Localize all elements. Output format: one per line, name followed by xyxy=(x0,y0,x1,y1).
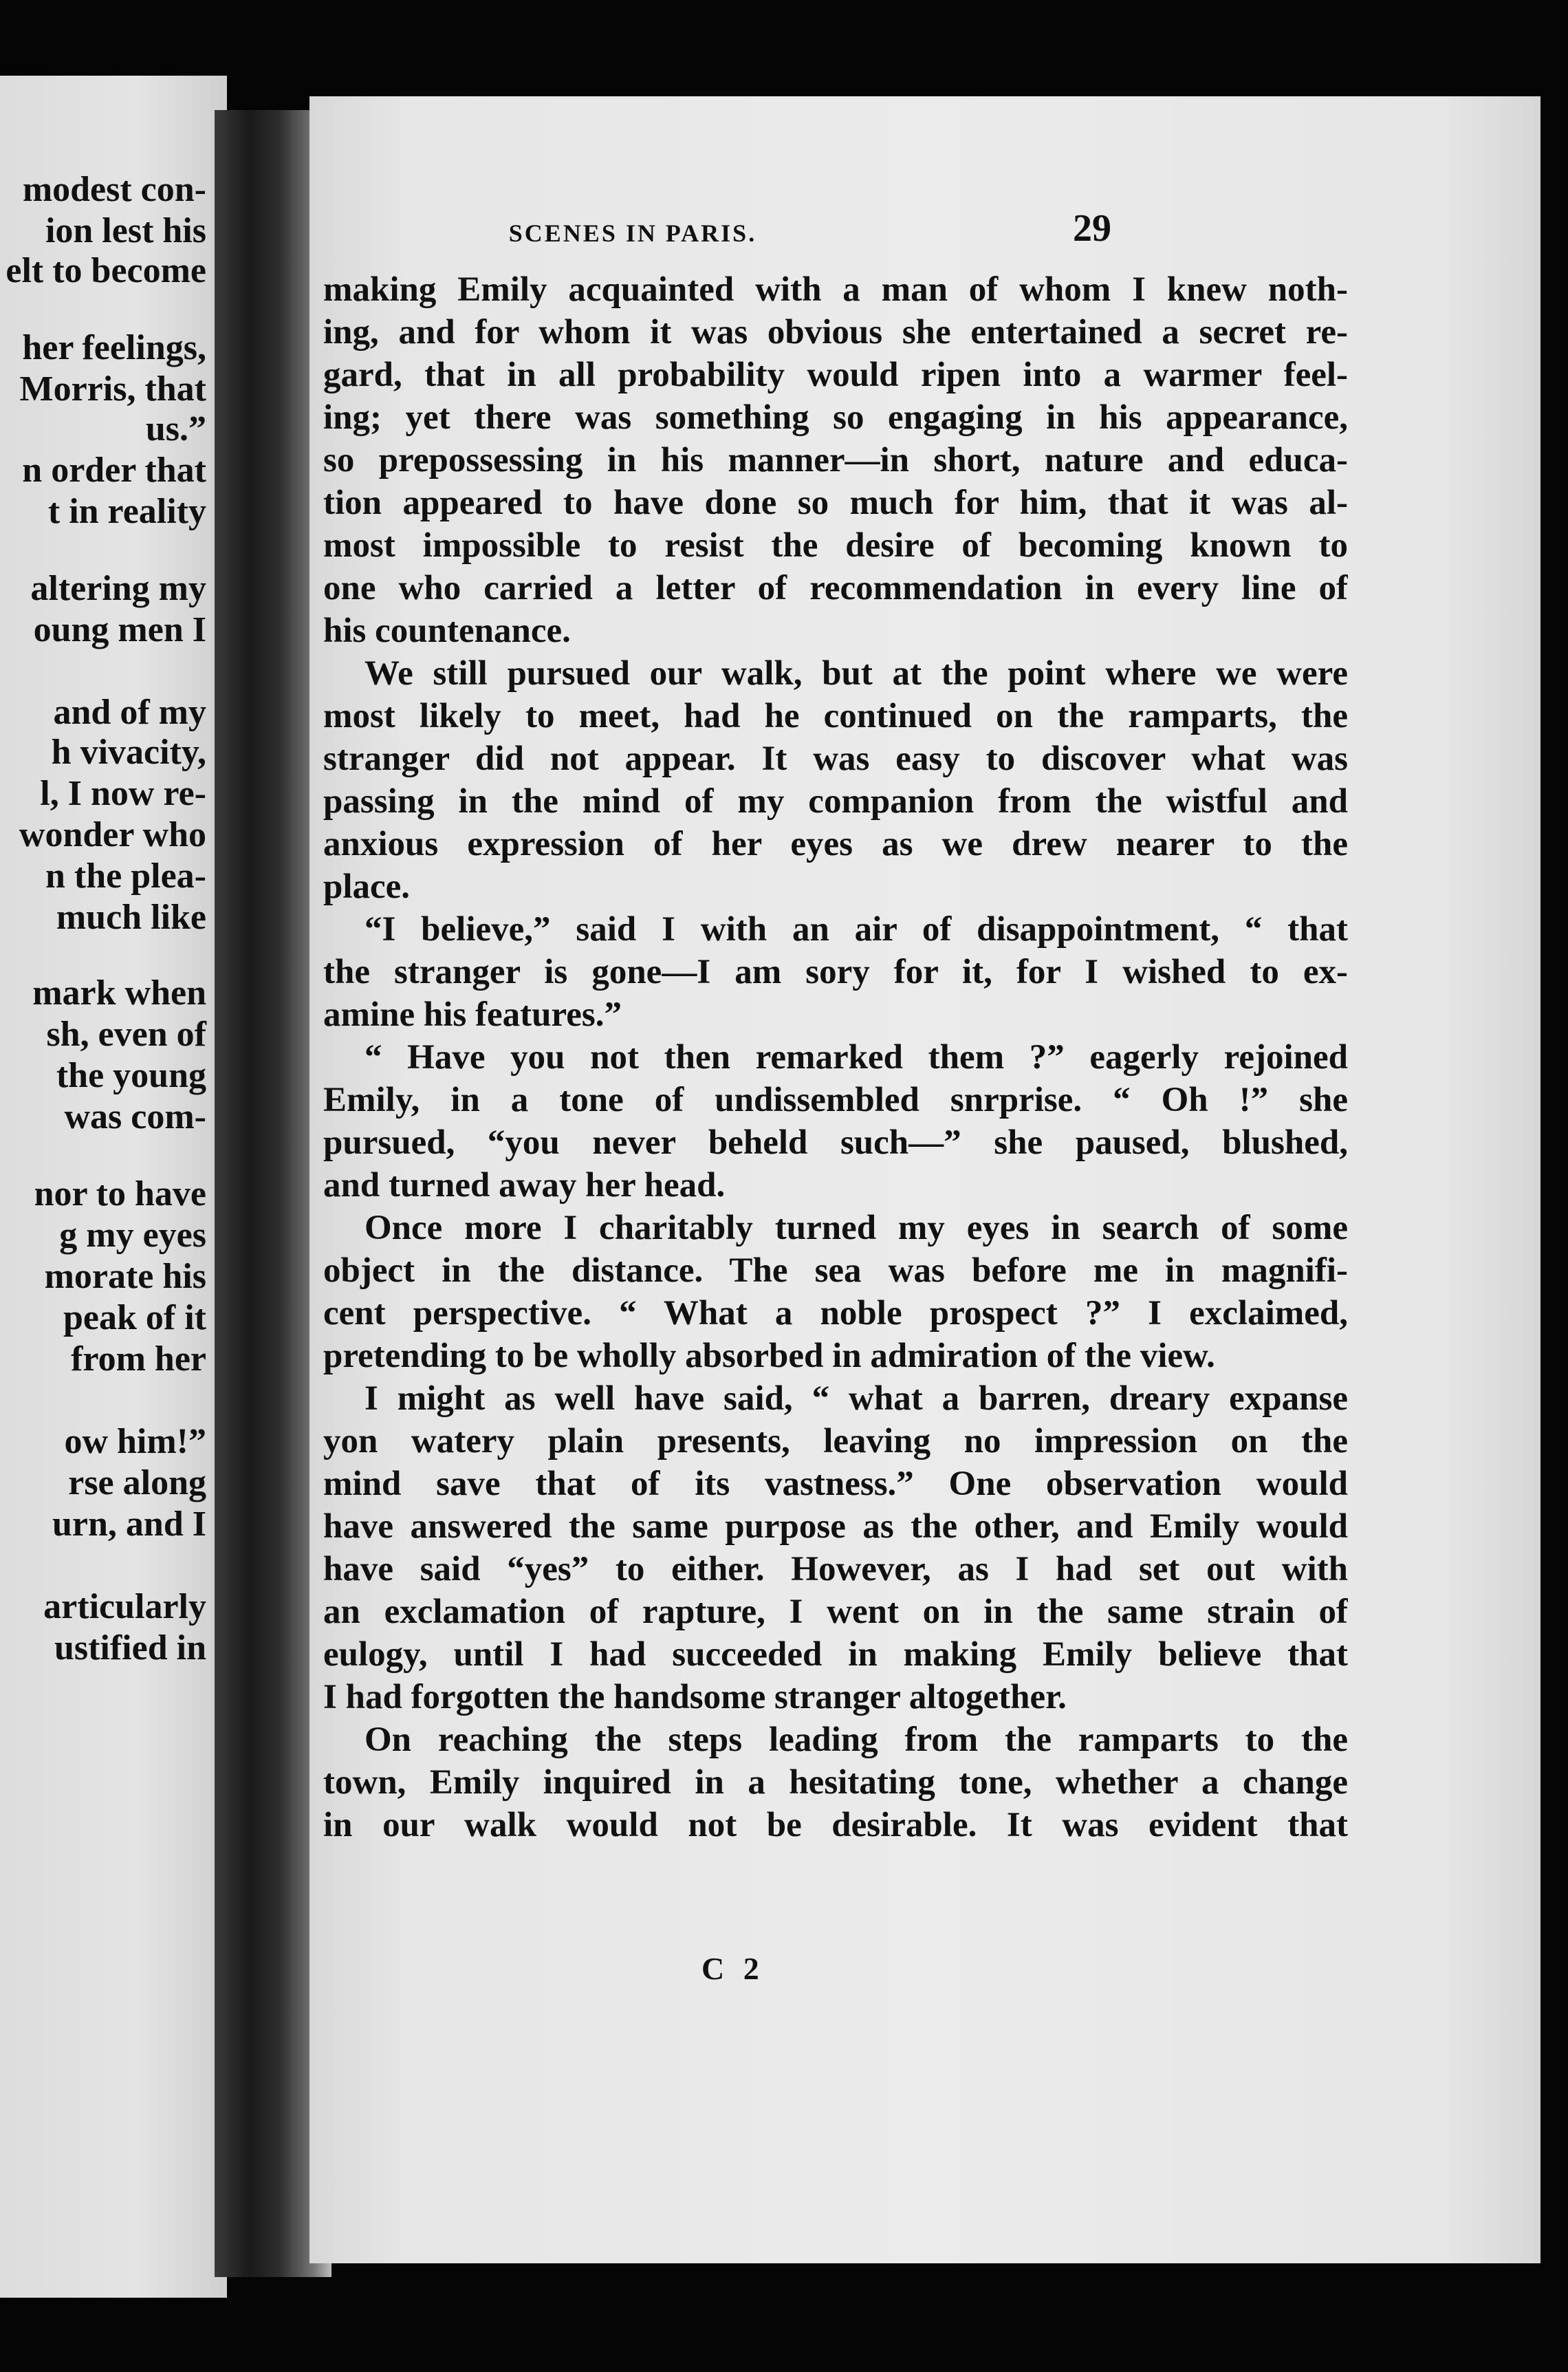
text-line: have answered the same purpose as the other, and Emily would xyxy=(323,1507,1348,1546)
left-page-fragment: mark when xyxy=(32,973,206,1013)
page-number: 29 xyxy=(1073,207,1111,250)
left-page-fragment: ow him!” xyxy=(64,1422,206,1461)
text-line: an exclamation of rapture, I went on in the same strain of xyxy=(323,1593,1348,1631)
text-line: I had forgotten the handsome stranger altogether. xyxy=(323,1678,1067,1716)
text-line: amine his features.” xyxy=(323,995,622,1034)
text-line: eulogy, until I had succeeded in making Emily believe that xyxy=(323,1635,1348,1674)
left-page-fragment: wonder who xyxy=(19,815,206,854)
left-page-fragment: n the plea- xyxy=(45,856,206,896)
text-line: ing, and for whom it was obvious she entertained a secret re- xyxy=(323,313,1348,352)
text-line: passing in the mind of my companion from the wistful and xyxy=(323,782,1348,821)
text-line: gard, that in all probability would ripen into a warmer feel- xyxy=(323,356,1348,394)
left-page-fragment: articularly xyxy=(43,1587,206,1626)
left-page-fragment: much like xyxy=(56,898,206,937)
left-page-fragment: her feelings, xyxy=(22,328,206,367)
text-line: I might as well have said, “ what a barren, dreary expanse xyxy=(364,1379,1348,1418)
left-page-fragment: altering my xyxy=(30,569,206,608)
text-line: in our walk would not be desirable. It was evident that xyxy=(323,1806,1348,1844)
left-page-fragment: oung men I xyxy=(33,610,206,649)
left-page-fragment: peak of it xyxy=(63,1298,206,1337)
text-line: cent perspective. “ What a noble prospect ?” I exclaimed, xyxy=(323,1294,1348,1333)
text-line: mind save that of its vastness.” One observation would xyxy=(323,1465,1348,1503)
left-page-fragment: morate his xyxy=(44,1257,206,1296)
left-page-fragment: was com- xyxy=(64,1097,206,1136)
text-line: Emily, in a tone of undissembled snrprise. “ Oh !” she xyxy=(323,1081,1348,1119)
left-page-fragment: nor to have xyxy=(34,1174,206,1214)
text-line: pretending to be wholly absorbed in admiration of the view. xyxy=(323,1337,1215,1375)
text-line: making Emily acquainted with a man of whom I knew noth- xyxy=(323,270,1348,309)
text-line: one who carried a letter of recommendation in every line of xyxy=(323,569,1348,607)
left-page-fragment: g my eyes xyxy=(59,1216,206,1255)
left-page-fragment: ion lest his xyxy=(45,211,206,250)
text-line: have said “yes” to either. However, as I had set out with xyxy=(323,1550,1348,1588)
text-line: town, Emily inquired in a hesitating tone, whether a change xyxy=(323,1763,1348,1802)
left-page-fragment: the young xyxy=(56,1056,206,1095)
text-line: most impossible to resist the desire of becoming known to xyxy=(323,526,1348,565)
left-page-fragment: n order that xyxy=(22,451,206,490)
left-page-fragment: us.” xyxy=(145,409,206,449)
text-line: Once more I charitably turned my eyes in search of some xyxy=(364,1209,1348,1247)
left-page-fragment: rse along xyxy=(68,1463,206,1502)
text-line: “ Have you not then remarked them ?” eagerly rejoined xyxy=(364,1038,1348,1077)
left-page-text xyxy=(0,76,227,2298)
left-page-fragment: urn, and I xyxy=(52,1505,206,1544)
left-page-fragment: elt to become xyxy=(6,251,206,290)
text-line: We still pursued our walk, but at the point where we were xyxy=(364,654,1348,693)
text-line: most likely to meet, had he continued on the ramparts, the xyxy=(323,697,1348,735)
left-page-fragment: and of my xyxy=(53,693,206,732)
left-page-fragment: h vivacity, xyxy=(51,733,206,772)
text-line: and turned away her head. xyxy=(323,1166,726,1205)
left-page-fragment: Morris, that xyxy=(19,369,206,409)
left-page-fragment: ustified in xyxy=(54,1628,206,1668)
text-line: so prepossessing in his manner—in short, nature and educa- xyxy=(323,441,1348,479)
running-head: SCENES IN PARIS. xyxy=(508,219,757,247)
left-page xyxy=(0,76,227,2298)
text-line: the stranger is gone—I am sory for it, for I wished to ex- xyxy=(323,953,1348,991)
text-line: place. xyxy=(323,867,411,906)
text-line: pursued, “you never beheld such—” she paused, blushed, xyxy=(323,1123,1348,1162)
text-line: his countenance. xyxy=(323,612,571,650)
left-page-fragment: sh, even of xyxy=(46,1015,206,1054)
page-body-text xyxy=(323,268,1348,1846)
text-line: yon watery plain presents, leaving no impression on the xyxy=(323,1422,1348,1460)
left-page-fragment: l, I now re- xyxy=(40,774,206,813)
left-page-fragment: t in reality xyxy=(47,492,206,531)
text-line: stranger did not appear. It was easy to discover what was xyxy=(323,740,1348,778)
text-line: On reaching the steps leading from the ramparts to the xyxy=(364,1721,1348,1759)
left-page-fragment: modest con- xyxy=(22,170,206,209)
text-line: “I believe,” said I with an air of disappointment, “ that xyxy=(364,910,1348,949)
left-page-fragment: from her xyxy=(71,1339,206,1379)
text-line: ing; yet there was something so engaging in his appearance, xyxy=(323,398,1348,437)
text-line: anxious expression of her eyes as we drew nearer to the xyxy=(323,825,1348,863)
text-line: tion appeared to have done so much for him, that it was al- xyxy=(323,484,1348,522)
text-line: object in the distance. The sea was before me in magnifi- xyxy=(323,1251,1348,1290)
printer-signature-mark: C 2 xyxy=(701,1951,765,1986)
